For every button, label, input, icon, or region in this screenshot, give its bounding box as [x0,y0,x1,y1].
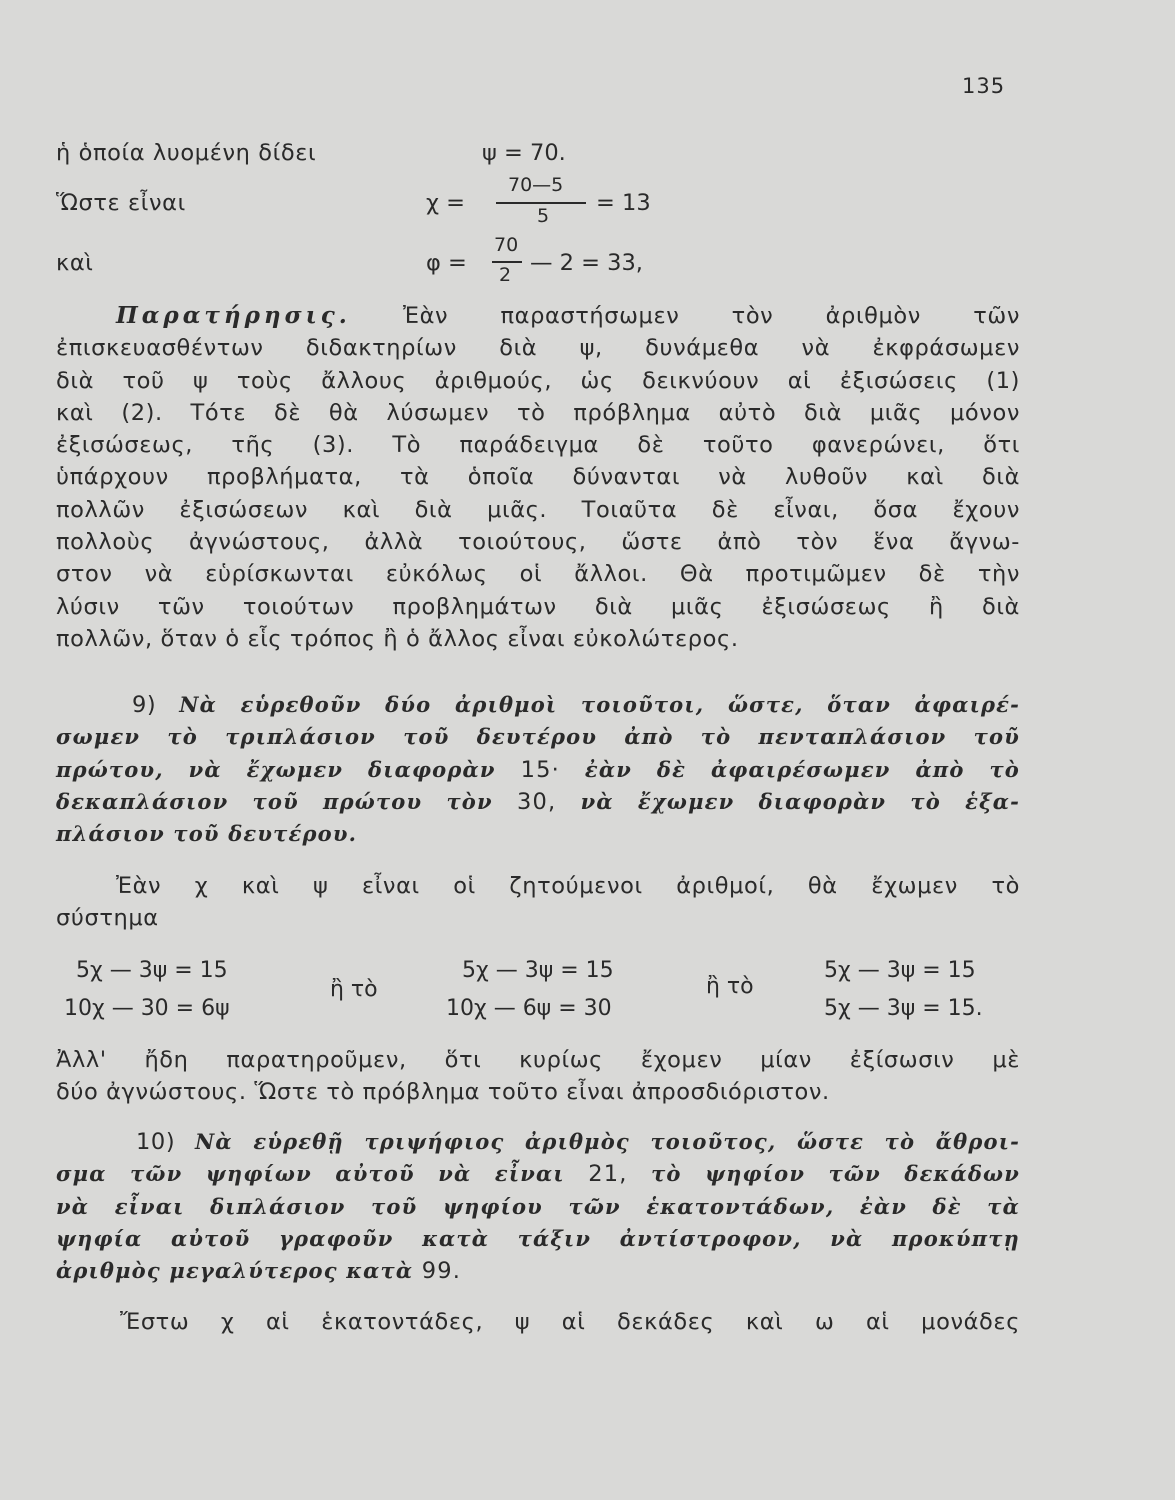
remark-line: λύσιν τῶν τοιούτων προβλημάτων διὰ μιᾶς ἐξισώσεως ἢ διὰ [56,593,1020,620]
equation-2-fraction-bar [496,202,586,204]
equation-label-2: Ὥστε εἶναι [56,190,186,216]
equation-2-denominator: 5 [537,205,550,227]
problem-9-line: πλάσιον τοῦ δευτέρου. [56,821,358,847]
system-3-eq-2: 5χ — 3ψ = 15. [824,996,983,1021]
equation-2-numerator: 70—5 [508,174,564,196]
system-or-1: ἢ τὸ [330,977,378,1002]
problem-10-line: ψηφία αὐτοῦ γραφοῦν κατὰ τάξιν ἀντίστροφον, νὰ προκύπτῃ [56,1225,1020,1251]
remark-line: ἐξισώσεως, τῆς (3). Τὸ παράδειγμα δὲ τοῦτο φανερώνει, ὅτι [56,432,1020,459]
equation-label-1: ἡ ὁποία λυομένη δίδει [56,140,317,166]
remark-line: πολλοὺς ἀγνώστους, ἀλλὰ τοιούτους, ὥστε ἀπὸ τὸν ἕνα ἄγνω- [56,529,1020,556]
solution-9-line: δύο ἀγνώστους. Ὥστε τὸ πρόβλημα τοῦτο εἶναι ἀπροσδιόριστον. [56,1079,830,1106]
remark-line: διὰ τοῦ ψ τοὺς ἄλλους ἀριθμούς, ὡς δεικνύουν αἱ ἐξισώσεις (1) [56,367,1020,394]
problem-9-number-value: 15· [520,756,560,783]
problem-9-line [56,754,1020,786]
remark-line: ὑπάρχουν προβλήματα, τὰ ὁποῖα δύνανται νὰ λυθοῦν καὶ διὰ [56,464,1020,491]
problem-9-line: σωμεν τὸ τριπλάσιον τοῦ δευτέρου ἀπὸ τὸ πενταπλάσιον τοῦ [56,724,1020,750]
solution-9-line: σύστημα [56,905,159,932]
remark-text: Ἐὰν παραστήσωμεν τὸν ἀριθμὸν τῶν [403,303,1020,329]
solution-9-line: Ἐὰν χ καὶ ψ εἶναι οἱ ζητούμενοι ἀριθμοί, θὰ ἔχωμεν τὸ [116,873,1020,899]
remark-title: Παρατήρησις. [116,302,351,329]
equation-3-fraction-bar [492,261,522,263]
problem-10-number-value: 21, [588,1161,628,1188]
final-paragraph [56,1306,1020,1338]
remark-line: στον νὰ εὑρίσκωνται εὐκόλως οἱ ἄλλοι. Θὰ προτιμῶμεν δὲ τὴν [56,561,1020,588]
problem-9 [56,689,1020,850]
problem-10-text: σμα τῶν ψηφίων αὐτοῦ νὰ εἶναι [56,1161,565,1187]
remark-line: πολλῶν, ὅταν ὁ εἷς τρόπος ἢ ὁ ἄλλος εἶναι εὐκολώτερος. [56,625,739,652]
remark-line: ἐπισκευασθέντων διδακτηρίων διὰ ψ, δυνάμεθα νὰ ἐκφράσωμεν [56,335,1020,362]
remark-line: καὶ (2). Τότε δὲ θὰ λύσωμεν τὸ πρόβλημα αὐτὸ διὰ μιᾶς μόνον [56,399,1020,426]
problem-10-number-value: 99. [421,1258,462,1285]
problem-9-text: νὰ ἔχωμεν διαφορὰν τὸ ἑξα- [580,788,1020,814]
problem-10-text: Νὰ εὑρεθῇ τριψήφιος ἀριθμὸς τοιοῦτος, ὥστε τὸ ἄθροι- [195,1129,1020,1154]
remark-paragraph [56,300,1020,655]
remark-line: πολλῶν ἐξισώσεων καὶ διὰ μιᾶς. Τοιαῦτα δὲ εἶναι, ὅσα ἔχουν [56,496,1020,523]
problem-9-text: Νὰ εὑρεθοῦν δύο ἀριθμοὶ τοιοῦτοι, ὥστε, ὅταν ἀφαιρέ- [179,692,1020,717]
problem-10-line [56,1126,1020,1158]
problem-9-line [56,689,1020,721]
solution-9-intro [56,870,1020,935]
system-or-2: ἢ τὸ [706,974,754,999]
problem-10-number: 10) [136,1129,176,1155]
problem-9-text: ἐὰν δὲ ἀφαιρέσωμεν ἀπὸ τὸ [584,756,1021,782]
final-line: Ἔστω χ αἱ ἑκατοντάδες, ψ αἱ δεκάδες καὶ ω αἱ μονάδες [120,1309,1020,1335]
problem-9-number: 9) [132,692,157,718]
problem-10-line [56,1255,1020,1287]
problem-10-line [56,1158,1020,1190]
system-2-eq-1: 5χ — 3ψ = 15 [462,958,614,983]
problem-10-text: τὸ ψηφίον τῶν δεκάδων [651,1161,1021,1187]
problem-9-number-value: 30, [516,788,557,815]
system-1-eq-2: 10χ — 30 = 6ψ [64,996,230,1021]
problem-9-text: πρώτου, νὰ ἔχωμεν διαφορὰν [56,756,496,782]
system-3-eq-1: 5χ — 3ψ = 15 [824,958,976,983]
problem-9-text: δεκαπλάσιον τοῦ πρώτου τὸν [56,788,493,814]
equation-2-result: = 13 [596,190,651,216]
problem-10 [56,1126,1020,1287]
system-1-eq-1: 5χ — 3ψ = 15 [76,958,228,983]
remark-line [56,300,1020,332]
equation-2-variable: χ = [426,190,466,216]
solution-9-conclusion [56,1044,1020,1109]
equation-3-denominator: 2 [499,264,512,286]
system-2-eq-2: 10χ — 6ψ = 30 [446,996,612,1021]
problem-9-line [56,786,1020,818]
problem-10-line: νὰ εἶναι διπλάσιον τοῦ ψηφίου τῶν ἑκατοντάδων, ἐὰν δὲ τὰ [56,1193,1020,1219]
page-number: 135 [962,74,1006,98]
equation-3-variable: φ = [426,250,467,276]
solution-9-line: Ἀλλ' ἤδη παρατηροῦμεν, ὅτι κυρίως ἔχομεν μίαν ἐξίσωσιν μὲ [56,1047,1020,1073]
equation-3-numerator: 70 [494,234,519,256]
problem-10-text: ἀριθμὸς μεγαλύτερος κατὰ [56,1258,414,1284]
equation-3-result: — 2 = 33, [530,250,643,276]
equation-label-3: καὶ [56,250,94,276]
equation-1: ψ = 70. [482,140,566,166]
